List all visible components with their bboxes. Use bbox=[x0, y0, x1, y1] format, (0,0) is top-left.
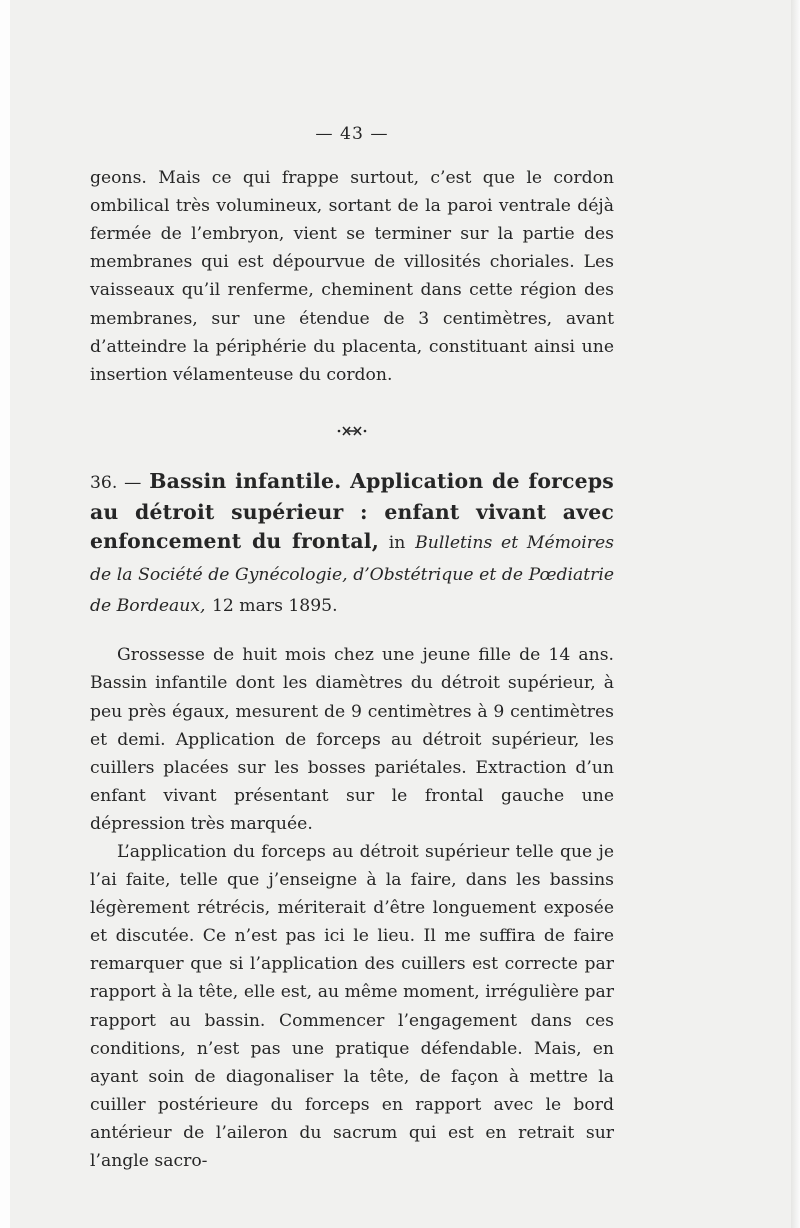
page-number: — 43 — bbox=[315, 124, 389, 144]
scan-right-shadow bbox=[791, 0, 800, 1228]
scan-left-margin bbox=[0, 0, 10, 1228]
body-paragraph-1: Grossesse de huit mois chez une jeune fille de 14 ans. Bassin infantile dont les diamètres du détroit supérieur, à peu près égaux, mesurent de 9 centimètres à 9 centimètres et demi. Application de forceps au détroit supérieur, les cuillers placées sur les bosses pariétales. Extraction d’un enfant vivant présentant sur le frontal gauche une dépression très marquée. bbox=[90, 645, 614, 834]
section-date: 12 mars 1895. bbox=[211, 596, 338, 617]
section-ornament bbox=[90, 419, 614, 443]
typographic-ornament-icon bbox=[337, 425, 367, 437]
section-heading bbox=[90, 467, 614, 621]
body-paragraph-2: L’application du forceps au détroit supérieur telle que je l’ai faite, telle que j’enseigne à la faire, dans les bassins légèrement rétrécis, mériterait d’être longuement exposée et discutée. Ce n’est pas ici le lieu. Il me suffira de faire remarquer que si l’application des cuillers est correcte par rapport à la tête, elle est, au même moment, irrégulière par rapport au bassin. Commencer l’engagement dans ces conditions, n’est pas une pratique défendable. Mais, en ayant soin de diagonaliser la tête, de façon à mettre la cuiller postérieure du forceps en rapport avec le bord antérieur de l’aileron du sacrum qui est en retrait sur l’angle sacro- bbox=[90, 841, 614, 1172]
section-title: Bassin infantile. Application de forceps au détroit supérieur : enfant vivant avec enfoncement du frontal, bbox=[90, 468, 614, 554]
section-in-word: in bbox=[388, 533, 406, 554]
book-page bbox=[90, 120, 614, 1175]
section-number: 36. — bbox=[90, 472, 142, 493]
section-journal: Bulletins et Mémoires de la Société de Gynécologie, d’Obstétrique et de Pœdiatrie de Bordeaux, bbox=[90, 533, 614, 617]
intro-paragraph: geons. Mais ce qui frappe surtout, c’est que le cordon ombilical très volumineux, sortant de la paroi ventrale déjà fermée de l’embryon, vient se terminer sur la partie des membranes qui est dépourvue de villosités choriales. Les vaisseaux qu’il renferme, cheminent dans cette région des membranes, sur une étendue de 3 centimètres, avant d’atteindre la périphérie du placenta, constituant ainsi une insertion vélamenteuse du cordon. bbox=[90, 168, 614, 385]
